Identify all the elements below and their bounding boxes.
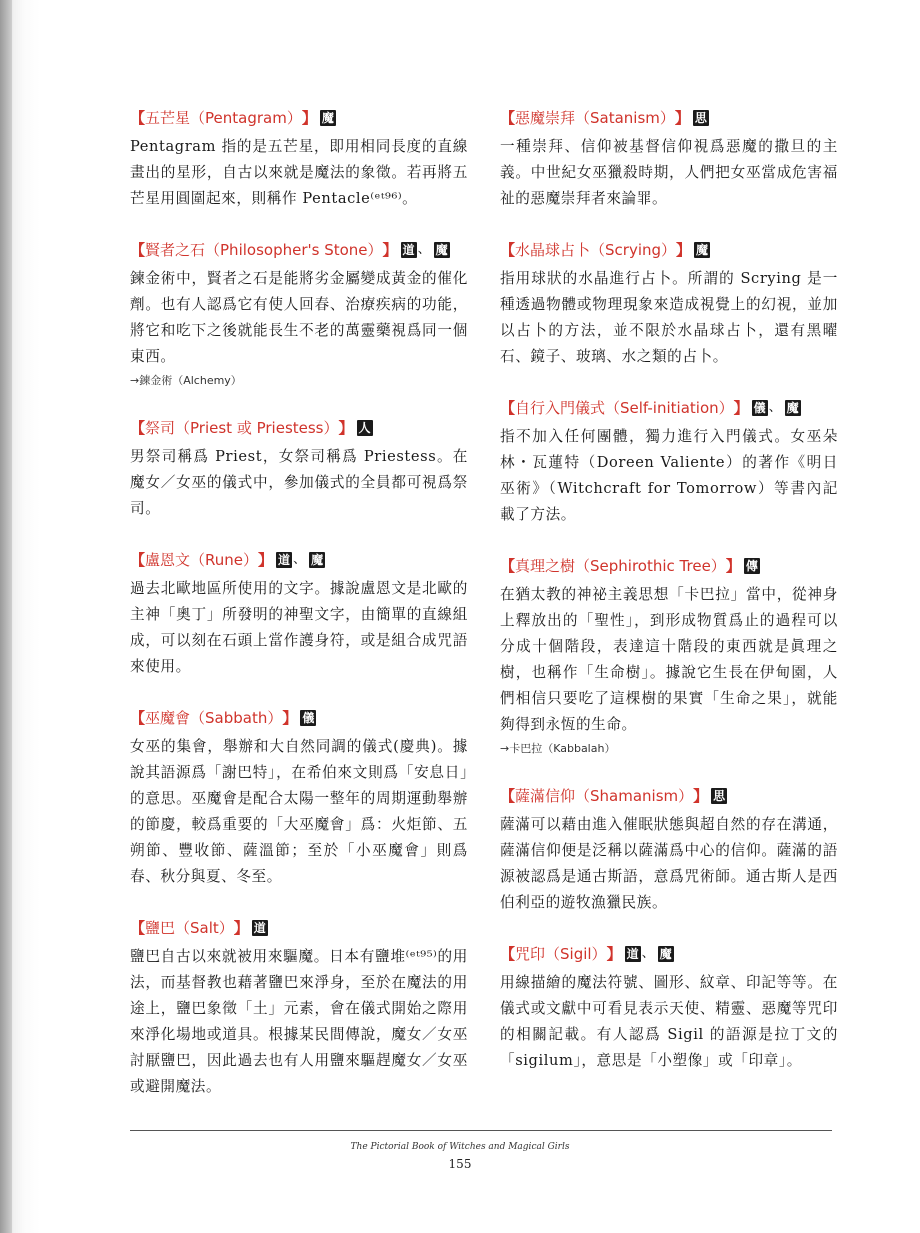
heading-open-bracket: 【: [500, 109, 516, 127]
heading-close-bracket: 】: [382, 241, 398, 259]
glossary-entry: [500, 784, 838, 916]
entry-body: 指用球狀的水晶進行占卜。所謂的 Scrying 是一種透過物體或物理現象來造成視覺上的幻視，並加以占卜的方法，並不限於水晶球占卜，還有黑曜石、鏡子、玻璃、水之類的占卜。: [500, 270, 838, 365]
category-tag: 傳: [745, 559, 758, 573]
heading-close-bracket: 】: [725, 557, 741, 575]
entry-heading: [500, 554, 838, 578]
entry-heading: [130, 238, 468, 262]
page-number: 155: [448, 1157, 472, 1171]
glossary-entry: [500, 396, 838, 528]
heading-close-bracket: 】: [606, 945, 622, 963]
category-tag: 道: [626, 947, 639, 961]
right-column: [500, 106, 838, 1100]
glossary-entry: [130, 106, 468, 212]
glossary-entry: [130, 548, 468, 680]
glossary-entry: [500, 554, 838, 758]
heading-close-bracket: 】: [674, 109, 690, 127]
heading-open-bracket: 【: [130, 241, 146, 259]
heading-open-bracket: 【: [130, 419, 146, 437]
entry-heading: [130, 706, 468, 730]
entry-body: 用線描繪的魔法符號、圖形、紋章、印記等等。在儀式或文獻中可看見表示天使、精靈、惡魔等咒印的相關記載。有人認爲 Sigil 的語源是拉丁文的「sigilum」，意思是「小塑像」或「印章」。: [500, 974, 838, 1069]
entry-term: 祭司（Priest 或 Priestess）: [145, 419, 339, 437]
glossary-entry: [500, 238, 838, 370]
heading-open-bracket: 【: [500, 787, 516, 805]
glossary-entry: [130, 706, 468, 890]
heading-close-bracket: 】: [282, 709, 298, 727]
entry-body: 指不加入任何團體，獨力進行入門儀式。女巫朵林・瓦蓮特（Doreen Valiente）的著作《明日巫術》（Witchcraft for Tomorrow）等書內記載了方法。: [500, 428, 838, 523]
tag-separator: 、: [293, 552, 307, 567]
footer-book-title: The Pictorial Book of Witches and Magical Girls: [350, 1142, 570, 1152]
heading-open-bracket: 【: [130, 109, 146, 127]
glossary-entry: [130, 238, 468, 390]
category-tag: 魔: [786, 401, 799, 415]
entry-body: 男祭司稱爲 Priest，女祭司稱爲 Priestess。在魔女／女巫的儀式中，參加儀式的全員都可視爲祭司。: [130, 448, 468, 517]
entry-heading: [500, 942, 838, 966]
category-tag: 魔: [321, 111, 334, 125]
book-spine-shadow: [0, 0, 12, 1233]
heading-close-bracket: 】: [301, 109, 317, 127]
tag-separator: 、: [417, 242, 431, 257]
entry-term: 巫魔會（Sabbath）: [145, 709, 283, 727]
entry-term: 水晶球占卜（Scrying）: [515, 241, 677, 259]
entry-heading: [500, 238, 838, 262]
entry-heading: [130, 416, 468, 440]
heading-close-bracket: 】: [338, 419, 354, 437]
entry-body: 在猶太教的神祕主義思想「卡巴拉」當中，從神身上釋放出的「聖性」，到形成物質爲止的過程可以分成十個階段，表達這十階段的東西就是眞理之樹，也稱作「生命樹」。據說它生長在伊甸園，人們相信只要吃了這棵樹的果實「生命之果」，就能夠得到永恆的生命。: [500, 586, 838, 733]
heading-close-bracket: 】: [233, 919, 249, 937]
heading-open-bracket: 【: [130, 551, 146, 569]
heading-open-bracket: 【: [130, 919, 146, 937]
cross-reference: →鍊金術（Alchemy）: [130, 374, 242, 387]
category-tag: 儀: [302, 711, 315, 725]
entry-body: 鹽巴自古以來就被用來驅魔。日本有鹽堆⁽ᵉᵗ⁹⁵⁾的用法，而基督教也藉著鹽巴來淨身，至於在魔法的用途上，鹽巴象徵「土」元素，會在儀式開始之際用來淨化場地或道具。根據某民間傳說，魔女／女巫討厭鹽巴，因此過去也有人用鹽來驅趕魔女／女巫或避開魔法。: [130, 948, 468, 1095]
entry-heading: [500, 106, 838, 130]
entry-term: 五芒星（Pentagram）: [145, 109, 302, 127]
glossary-entry: [500, 942, 838, 1074]
entry-term: 鹽巴（Salt）: [145, 919, 234, 937]
glossary-entry: [130, 916, 468, 1100]
heading-open-bracket: 【: [500, 399, 516, 417]
category-tag: 儀: [753, 401, 766, 415]
glossary-entry: [500, 106, 838, 212]
category-tag: 思: [694, 111, 707, 125]
cross-reference: →卡巴拉（Kabbalah）: [500, 742, 616, 755]
entry-term: 薩滿信仰（Shamanism）: [515, 787, 694, 805]
glossary-entry: [130, 416, 468, 522]
category-tag: 魔: [696, 243, 709, 257]
entry-term: 咒印（Sigil）: [515, 945, 607, 963]
entry-body: Pentagram 指的是五芒星，即用相同長度的直線畫出的星形，自古以來就是魔法的象徵。若再將五芒星用圓圍起來，則稱作 Pentacle⁽ᵉᵗ⁹⁶⁾。: [130, 138, 468, 207]
tag-separator: 、: [641, 946, 655, 961]
category-tag: 思: [713, 789, 726, 803]
heading-open-bracket: 【: [500, 557, 516, 575]
heading-open-bracket: 【: [500, 945, 516, 963]
heading-close-bracket: 】: [258, 551, 274, 569]
heading-close-bracket: 】: [676, 241, 692, 259]
heading-close-bracket: 】: [693, 787, 709, 805]
entry-term: 賢者之石（Philosopher's Stone）: [145, 241, 383, 259]
entry-body: 薩滿可以藉由進入催眠狀態與超自然的存在溝通，薩滿信仰便是泛稱以薩滿爲中心的信仰。薩滿的語源被認爲是通古斯語，意爲咒術師。通古斯人是西伯利亞的遊牧漁獵民族。: [500, 816, 838, 911]
category-tag: 魔: [659, 947, 672, 961]
category-tag: 人: [358, 421, 371, 435]
entry-heading: [130, 916, 468, 940]
category-tag: 道: [253, 921, 266, 935]
category-tag: 魔: [435, 243, 448, 257]
entry-term: 盧恩文（Rune）: [145, 551, 259, 569]
heading-open-bracket: 【: [130, 709, 146, 727]
tag-separator: 、: [768, 400, 782, 415]
category-tag: 魔: [311, 553, 324, 567]
entry-term: 惡魔崇拜（Satanism）: [515, 109, 675, 127]
footer-rule: [130, 1130, 832, 1131]
entry-heading: [130, 548, 468, 572]
entry-body: 一種崇拜、信仰被基督信仰視爲惡魔的撒旦的主義。中世紀女巫獵殺時期，人們把女巫當成危害福祉的惡魔崇拜者來論罪。: [500, 138, 838, 207]
category-tag: 道: [402, 243, 415, 257]
category-tag: 道: [278, 553, 291, 567]
entry-heading: [500, 784, 838, 808]
entry-body: 鍊金術中，賢者之石是能將劣金屬變成黃金的催化劑。也有人認爲它有使人回春、治療疾病的功能，將它和吃下之後就能長生不老的萬靈藥視爲同一個東西。: [130, 270, 468, 365]
heading-close-bracket: 】: [733, 399, 749, 417]
entry-term: 自行入門儀式（Self-initiation）: [515, 399, 734, 417]
entry-body: 過去北歐地區所使用的文字。據說盧恩文是北歐的主神「奧丁」所發明的神聖文字，由簡單的直線組成，可以刻在石頭上當作護身符，或是組合成咒語來使用。: [130, 580, 468, 675]
entry-heading: [130, 106, 468, 130]
entry-heading: [500, 396, 838, 420]
left-column: [130, 106, 468, 1126]
entry-body: 女巫的集會，舉辦和大自然同調的儀式(慶典)。據說其語源爲「謝巴特」，在希伯來文則爲「安息日」的意思。巫魔會是配合太陽一整年的周期運動舉辦的節慶，較爲重要的「大巫魔會」爲：火炬節、五朔節、豐收節、薩溫節；至於「小巫魔會」則爲春、秋分與夏、冬至。: [130, 738, 468, 885]
entry-term: 真理之樹（Sephirothic Tree）: [515, 557, 726, 575]
heading-open-bracket: 【: [500, 241, 516, 259]
